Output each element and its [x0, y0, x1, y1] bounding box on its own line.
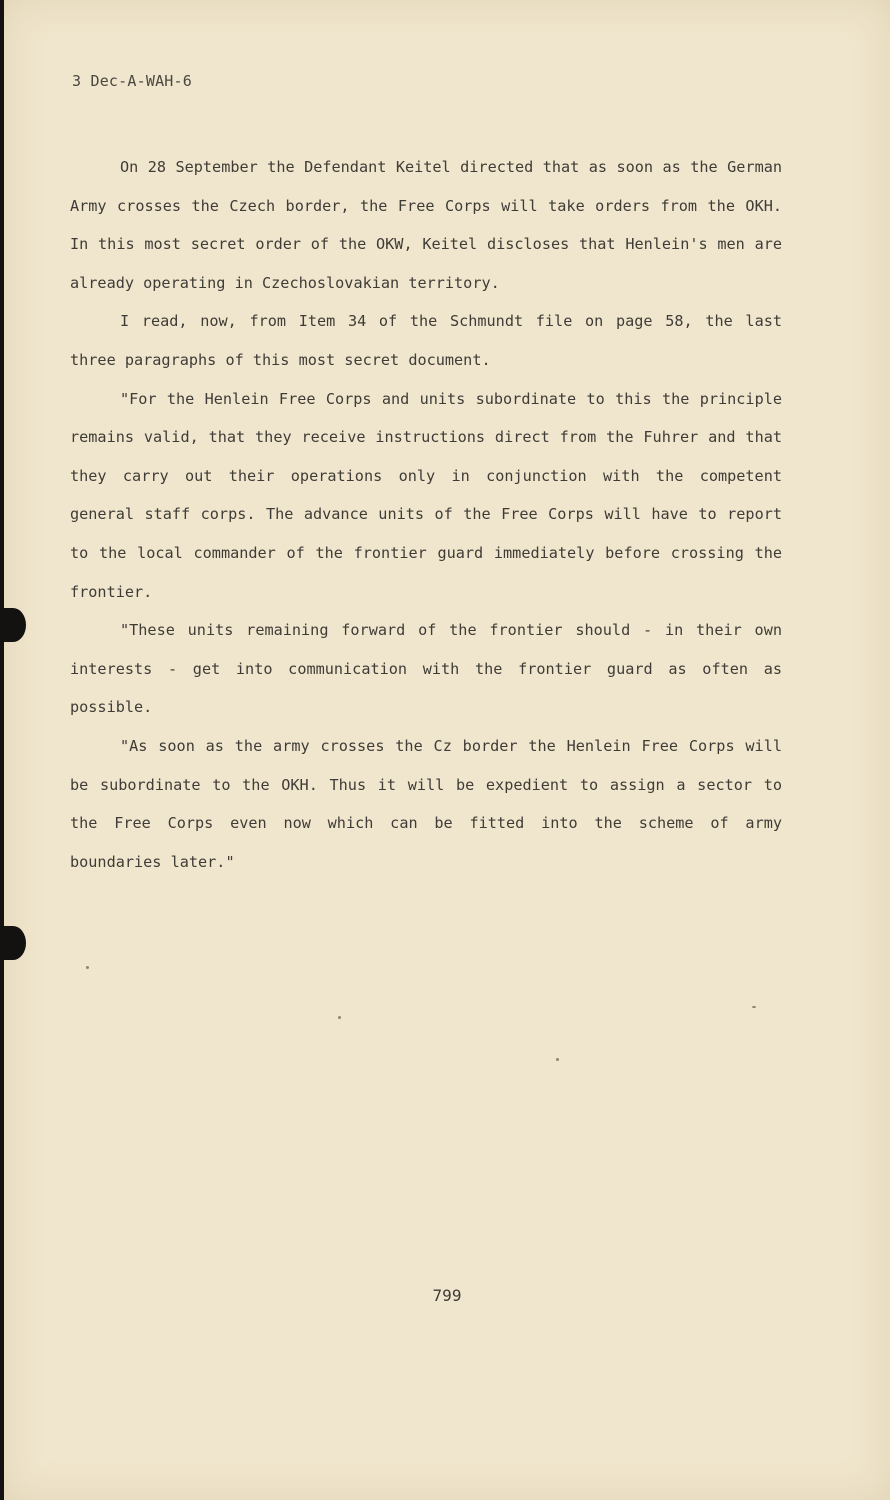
paragraph-schmundt-file: I read, now, from Item 34 of the Schmundt file on page 58, the last three paragraphs of this most secret document.	[70, 312, 782, 369]
paper-speck	[86, 966, 89, 969]
paragraph-quote-subordination: "As soon as the army crosses the Cz border the Henlein Free Corps will be subordinate to the OKH. Thus it will be expedient to assign a sector to the Free Corps even now which can be fitted into the scheme of army boundaries later."	[70, 736, 782, 871]
document-page	[4, 0, 890, 1500]
paragraph-quote-principle: "For the Henlein Free Corps and units subordinate to this the principle remains valid, that they receive instructions direct from the Fuhrer and that they carry out their operations only in conjunction with the competent general staff corps. The advance units of the Free Corps will have to report to the local commander of the frontier guard immediately before crossing the frontier.	[70, 389, 782, 601]
paragraph-keitel-order: On 28 September the Defendant Keitel directed that as soon as the German Army crosses the Czech border, the Free Corps will take orders from the OKH. In this most secret order of the OKW, Keitel discloses that Henlein's men are already operating in Czechoslovakian territory.	[70, 158, 782, 292]
paper-speck	[338, 1016, 341, 1019]
punch-hole-upper	[0, 608, 26, 642]
page-number: 799	[432, 1286, 462, 1305]
document-body	[70, 148, 782, 881]
paper-speck	[752, 1006, 756, 1008]
punch-hole-lower	[0, 926, 26, 960]
paper-speck	[556, 1058, 559, 1061]
paragraph-quote-forward-units: "These units remaining forward of the frontier should - in their own interests - get into communication with the frontier guard as often as possible.	[70, 621, 782, 717]
document-header: 3 Dec-A-WAH-6	[72, 72, 192, 90]
